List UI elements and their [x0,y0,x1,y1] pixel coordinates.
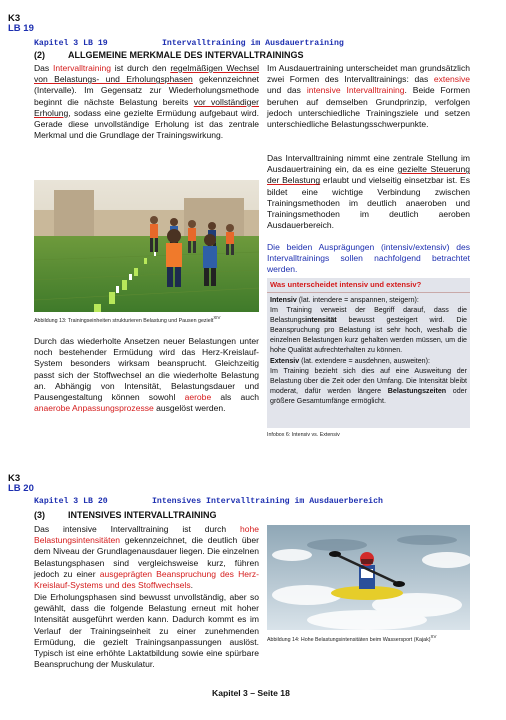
left-paragraph-2: Durch das wiederholte Ansetzen neuer Belastungen unter noch bestehender Ermüdung wird das Herz-Kreislauf-System besonders wirksam beansprucht. Gleichzeitig passt sich der Stoffwechsel an die wiederholte Belastung an. Abhängig von Intensität, Belastungsdauer und Pausengestaltung können sowohl aerobe als auch anaerobe Anpassungsprozesse ausgelöst werden. [34,336,259,414]
section2-paragraph-1: Das intensive Intervalltraining ist durch hohe Belastungsintensitäten gekennzeichnet, die deutlich über dem Niveau der Grundlagenausdauer liegen. Die einzelnen Belastungsphasen sind vergleichsweise kurz, führen jedoch zu einer ausgeprägten Beanspruchung des Herz-Kreislauf-Systems und des Stoffwechsels. [34,524,259,591]
term-hohe-intensitaet: hohe Belastungsintensitäten [34,524,259,546]
figure-13-caption: Abbildung 13: Trainingseinheiten strukturieren Belastung und Pausen gezielt$^{XIV}$ [34,315,221,324]
section-number: (2) [34,50,45,60]
chapter-tag [8,14,34,34]
infobox [267,278,470,428]
infobox-title: Was unterscheidet intensiv und extensiv? [267,278,470,293]
chapter-title: Intervalltraining im Ausdauertraining [162,39,344,48]
left-paragraph-1: Das Intervalltraining ist durch den regelmäßigen Wechsel von Belastungs- und Erholungsphasen gekennzeichnet (Intervalle). Im Gegensatz zur Wiederholungsmethode beginnt die nächste Belastung bereits vor vollständiger Erholung, sodass eine gezielte Ermüdung aufgebaut wird. Gerade diese unvollständige Erholung ist das zentrale Merkmal und die Grundlage der Trainingswirkung. [34,63,260,141]
infobox-caption: Infobox 6: Intensiv vs. Extensiv [267,432,340,438]
term-intensive: intensive Intervalltraining [306,85,405,96]
highlight-steuerung: gezielte Steuerung der Belastung [267,164,470,186]
section-title-2: INTENSIVES INTERVALLTRAINING [68,510,217,520]
lesson-code-2: LB 20 [8,483,34,494]
chapter-code-2: K3 [8,473,21,484]
chapter-label-2: Kapitel 3 LB 20 [34,497,108,506]
infobox-body: Intensiv (lat. intendere = anspannen, steigern): Im Training verweist der Begriff darauf, dass die Belastungsintensität bewusst gesteigert wird. Die Beanspruchung pro Belastung ist sehr hoch, weshalb die einzelnen Belastungen kurz gehalten werden müssen, um die hohe Qualität aufrechterhalten zu können. Extensiv (lat. extendere = ausdehnen, ausweiten): Im Training bezieht sich dies auf eine Ausweitung der Belastung über die Zeit oder den Umfang. Die Intensität bleibt moderat, dafür werden längere Belastungszeiten oder größere Gesamtumfänge ermöglicht. [270,296,467,405]
chapter-tag-2 [8,474,34,494]
chapter-label: Kapitel 3 LB 19 [34,39,108,48]
term-intervalltraining: Intervalltraining [53,63,111,73]
term-extensive: extensive [433,74,470,85]
lesson-code: LB 19 [8,23,34,34]
figure-14-caption: Abbildung 14: Hohe Belastungsintensitäten beim Wassersport (Kajak)$^{XV}$ [267,634,437,643]
section-title: ALLGEMEINE MERKMALE DES INTERVALLTRAININGS [68,50,304,60]
highlight-wechsel: regelmäßigen Wechsel von Belastungs- und Erholungsphasen [34,63,259,85]
right-paragraph-1: Im Ausdauertraining unterscheidet man grundsätzlich zwei Formen des Intervalltrainings: das extensive und das intensive Intervalltraining. Beide Formen beruhen auf demselben Grundprinzip, verfolgen jedoch unterschiedliche Trainingsziele und setzen unterschiedliche Belastungsschwerpunkte. [267,63,470,130]
term-beanspruchung: ausgeprägten Beanspruchung des Herz-Kreislauf-Systems und des Stoffwechsels [34,568,259,591]
term-anaerobe: anaerobe Anpassungsprozesse [34,403,154,414]
right-paragraph-2: Das Intervalltraining nimmt eine zentrale Stellung im Ausdauertraining ein, da es eine gezielte Steuerung der Belastung erlaubt und vielseitig einsetzbar ist. Es bildet eine wichtige Verbindung zwischen Trainingsmethoden im deutlich anaeroben und Trainingsmethoden im deutlich aeroben Ausdauerbereich. [267,153,470,231]
kayak-photo [267,525,470,630]
training-photo [34,180,259,312]
right-paragraph-3: Die beiden Ausprägungen (intensiv/extensiv) des Intervalltrainings sollen nachfolgend betrachtet werden. [267,242,470,275]
chapter-title-2: Intensives Intervalltraining im Ausdauerbereich [152,497,383,506]
section-number-2: (3) [34,510,45,520]
section2-paragraph-2: Die Erholungsphasen sind bewusst unvollständig, aber so gewählt, dass die folgende Belastung erneut mit hoher Intensität ausgeführt werden kann. Dadurch kommt es im Verlauf der Trainingseinheit zu einer zunehmenden Ermüdung, die gezielt Trainingsanpassungen auslöst. Typisch ist eine erhöhte Laktatbildung sowie eine spürbare Beanspruchung der Muskulatur. [34,592,259,670]
chapter-code: K3 [8,13,21,24]
page-footer: Kapitel 3 – Seite 18 [212,688,290,698]
highlight-erholung: vor vollständiger Erholung [34,96,260,118]
term-aerobe: aerobe [184,392,212,403]
